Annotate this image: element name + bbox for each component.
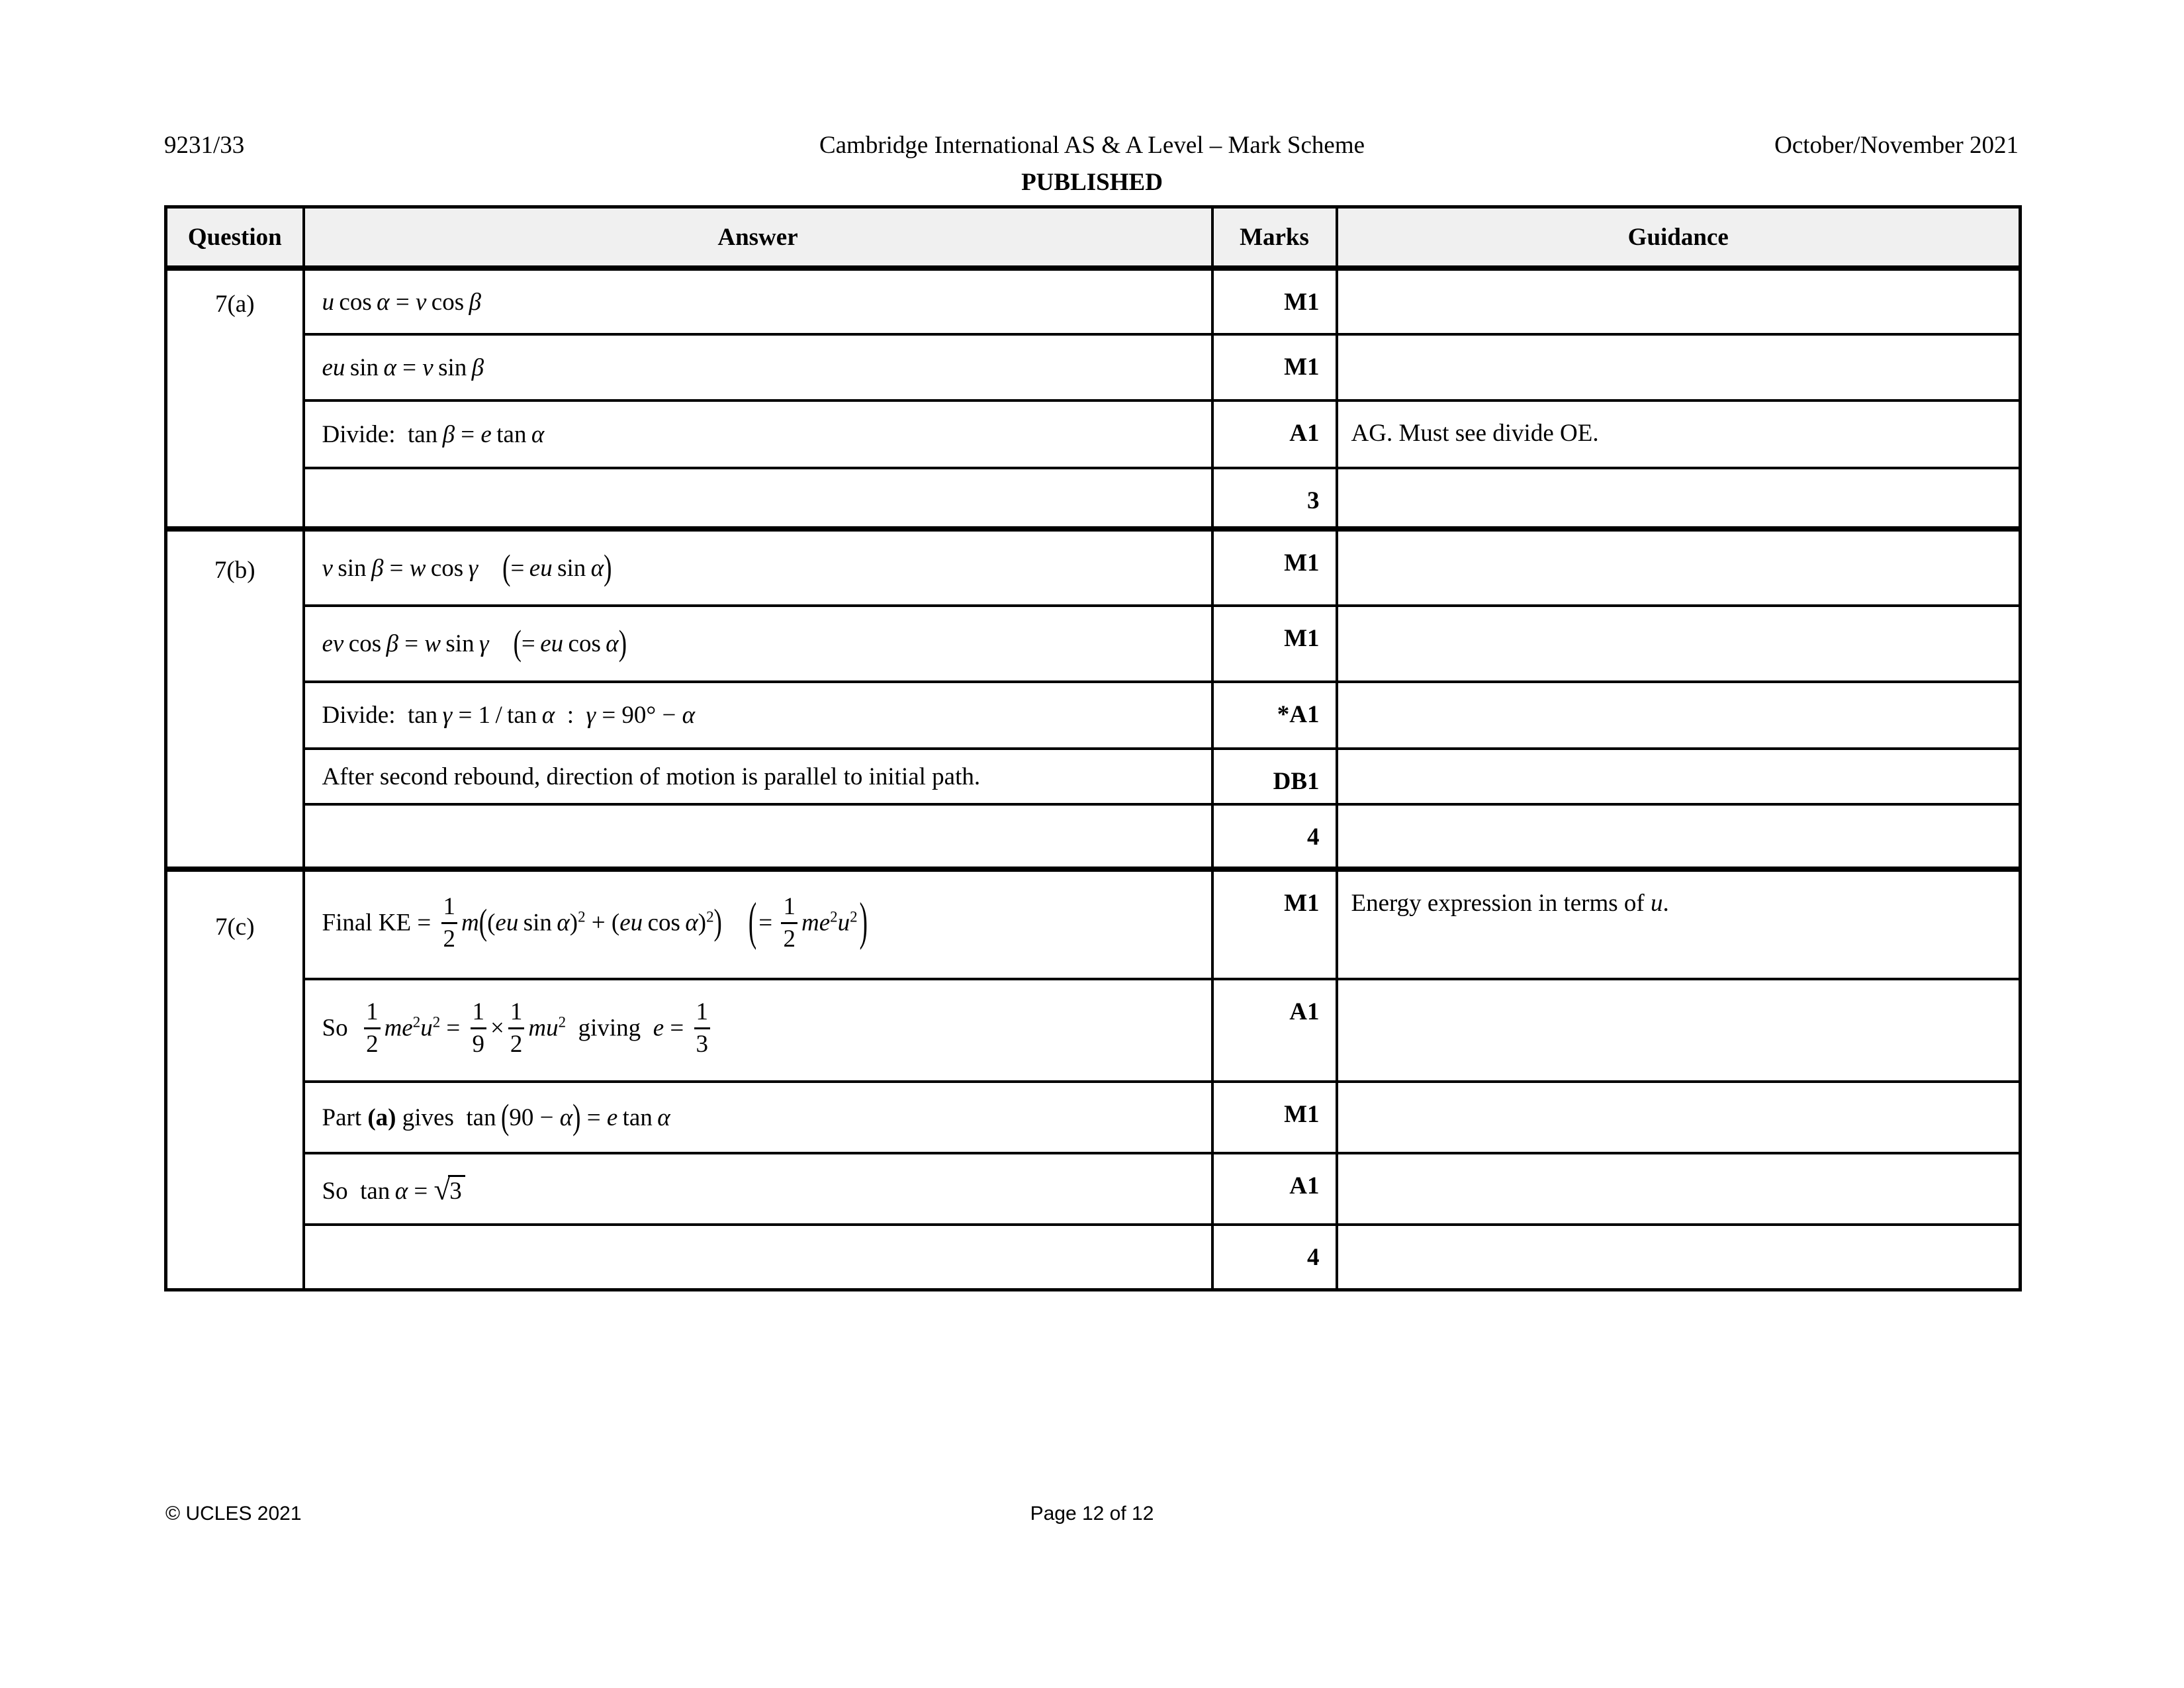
marks-cell: M1	[1212, 1082, 1337, 1153]
table-row-total	[166, 804, 2021, 869]
answer-cell	[304, 804, 1212, 869]
page-footer	[0, 1503, 2184, 1529]
marks-total-cell: 4	[1212, 804, 1337, 869]
marks-cell: *A1	[1212, 682, 1337, 749]
table-row	[166, 869, 2021, 979]
answer-cell: Part (a) gives tan (90 − α) = e tan α	[304, 1082, 1212, 1153]
answer-cell: u cos α = v cos β	[304, 268, 1212, 334]
guidance-cell	[1337, 1153, 2021, 1225]
marks-cell: DB1	[1212, 749, 1337, 804]
guidance-cell	[1337, 979, 2021, 1082]
col-header-question: Question	[166, 207, 304, 269]
answer-cell: ev cos β = w sin γ (= eu cos α)	[304, 606, 1212, 682]
marks-cell: M1	[1212, 606, 1337, 682]
col-header-answer: Answer	[304, 207, 1212, 269]
guidance-cell	[1337, 268, 2021, 334]
published-subtitle: PUBLISHED	[1021, 169, 1163, 196]
guidance-cell	[1337, 682, 2021, 749]
guidance-cell: Energy expression in terms of u.	[1337, 869, 2021, 979]
question-label: 7(c)	[214, 913, 255, 941]
table-row	[166, 749, 2021, 804]
marks-total-cell: 4	[1212, 1225, 1337, 1289]
marks-cell: A1	[1212, 400, 1337, 468]
answer-cell	[304, 1225, 1212, 1289]
guidance-cell	[1337, 749, 2021, 804]
col-header-marks: Marks	[1212, 207, 1337, 269]
guidance-cell	[1337, 804, 2021, 869]
table-row	[166, 1153, 2021, 1225]
table-row	[166, 400, 2021, 468]
answer-cell: After second rebound, direction of motion is parallel to initial path.	[304, 749, 1212, 804]
guidance-cell	[1337, 529, 2021, 606]
answer-cell: Divide: tan γ = 1 / tan α : γ = 90° − α	[304, 682, 1212, 749]
marks-total-cell: 3	[1212, 468, 1337, 529]
guidance-cell	[1337, 606, 2021, 682]
table-row	[166, 1082, 2021, 1153]
copyright-notice: © UCLES 2021	[165, 1503, 302, 1524]
mark-scheme-table	[164, 205, 2022, 1291]
marks-cell: M1	[1212, 869, 1337, 979]
guidance-cell	[1337, 334, 2021, 400]
page-header	[0, 131, 2184, 158]
question-label: 7(a)	[214, 290, 255, 318]
col-header-guidance: Guidance	[1337, 207, 2021, 269]
answer-cell	[304, 468, 1212, 529]
answer-cell: So $\frac{1}{2}$ $me^2u^2$ = $\frac{1}{9}$ × $\frac{1}{2}$ $mu^2$ giving e = $\frac{1}{3}$	[304, 979, 1212, 1082]
page-title: Cambridge International AS & A Level – Mark Scheme	[819, 132, 1365, 159]
table-row-total	[166, 1225, 2021, 1289]
marks-cell: A1	[1212, 1153, 1337, 1225]
guidance-cell	[1337, 1082, 2021, 1153]
marks-cell: M1	[1212, 268, 1337, 334]
guidance-cell: AG. Must see divide OE.	[1337, 400, 2021, 468]
table-row	[166, 606, 2021, 682]
table-row	[166, 529, 2021, 606]
answer-cell: eu sin α = v sin β	[304, 334, 1212, 400]
table-row	[166, 268, 2021, 334]
table-row	[166, 979, 2021, 1082]
question-cell	[166, 529, 304, 869]
answer-cell: Divide: tan β = e tan α	[304, 400, 1212, 468]
answer-cell: v sin β = w cos γ (= eu sin α)	[304, 529, 1212, 606]
session-date: October/November 2021	[1774, 132, 2019, 159]
table-row-total	[166, 468, 2021, 529]
answer-cell: So tan α = √3	[304, 1153, 1212, 1225]
marks-cell: A1	[1212, 979, 1337, 1082]
question-cell	[166, 268, 304, 529]
guidance-cell	[1337, 468, 2021, 529]
marks-cell: M1	[1212, 334, 1337, 400]
question-cell	[166, 869, 304, 1289]
question-label: 7(b)	[214, 556, 255, 584]
paper-code: 9231/33	[164, 132, 245, 159]
guidance-cell	[1337, 1225, 2021, 1289]
table-row	[166, 334, 2021, 400]
table-row	[166, 682, 2021, 749]
table-header-row	[166, 207, 2021, 269]
answer-cell: Final KE = $\frac{1}{2}$ m((eu sin α)$^2$ + (eu cos α)$^2$) (= $\frac{1}{2}$ $me^2u^2$)	[304, 869, 1212, 979]
page-number: Page 12 of 12	[1030, 1503, 1154, 1524]
marks-cell: M1	[1212, 529, 1337, 606]
